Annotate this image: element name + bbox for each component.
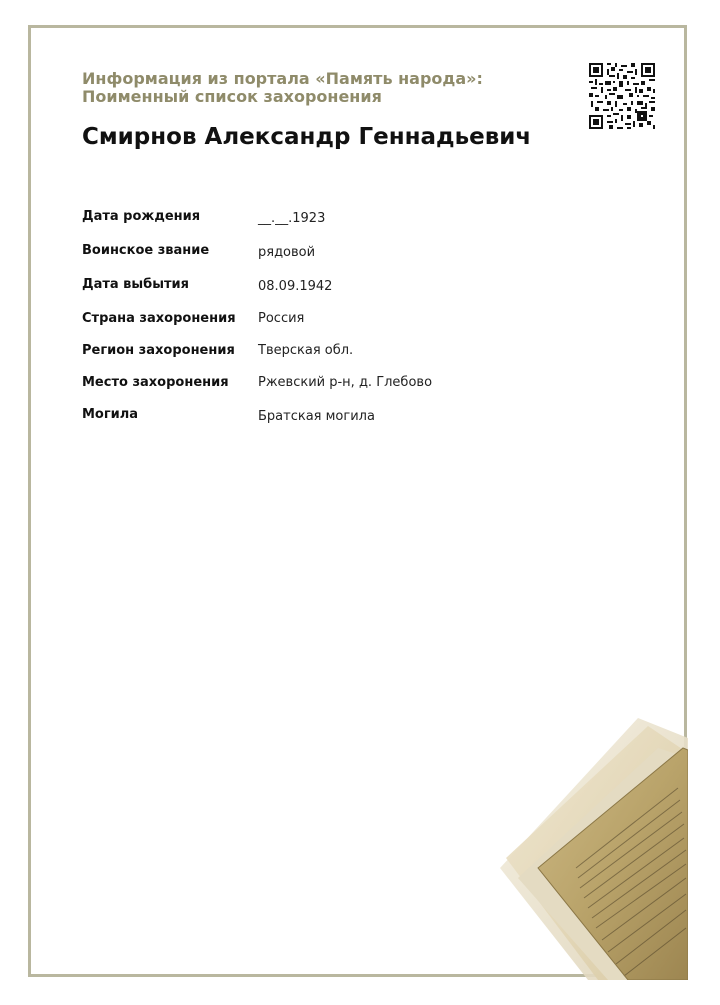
field-row-birth-date <box>82 208 602 227</box>
field-value: Ржевский р-н, д. Глебово <box>258 375 433 390</box>
field-label: Место захоронения <box>82 375 229 390</box>
field-row-grave <box>82 406 602 425</box>
person-name: Смирнов Александр Геннадьевич <box>82 124 532 150</box>
burial-info-list <box>82 208 602 440</box>
field-label: Регион захоронения <box>82 343 235 358</box>
field-value: 08.09.1942 <box>258 279 333 294</box>
field-row-rank <box>82 242 602 261</box>
field-label: Страна захоронения <box>82 311 236 326</box>
field-row-burial-region <box>82 342 602 359</box>
field-value: рядовой <box>258 245 316 260</box>
field-value: Братская могила <box>258 409 375 424</box>
archive-documents-icon <box>498 718 688 980</box>
field-value: Тверская обл. <box>258 343 354 358</box>
field-label: Дата выбытия <box>82 277 189 292</box>
subtitle-line-2: Поименный список захоронения <box>82 87 382 106</box>
portal-subtitle <box>82 70 562 106</box>
field-value: __.__.1923 <box>258 211 326 226</box>
field-label: Дата рождения <box>82 209 201 224</box>
field-row-burial-place <box>82 374 602 391</box>
field-row-departure-date <box>82 276 602 295</box>
qr-code-icon <box>589 63 655 129</box>
subtitle-line-1: Информация из портала «Память народа»: <box>82 69 483 88</box>
field-row-burial-country <box>82 310 602 327</box>
field-value: Россия <box>258 311 305 326</box>
field-label: Воинское звание <box>82 243 210 258</box>
field-label: Могила <box>82 407 139 422</box>
